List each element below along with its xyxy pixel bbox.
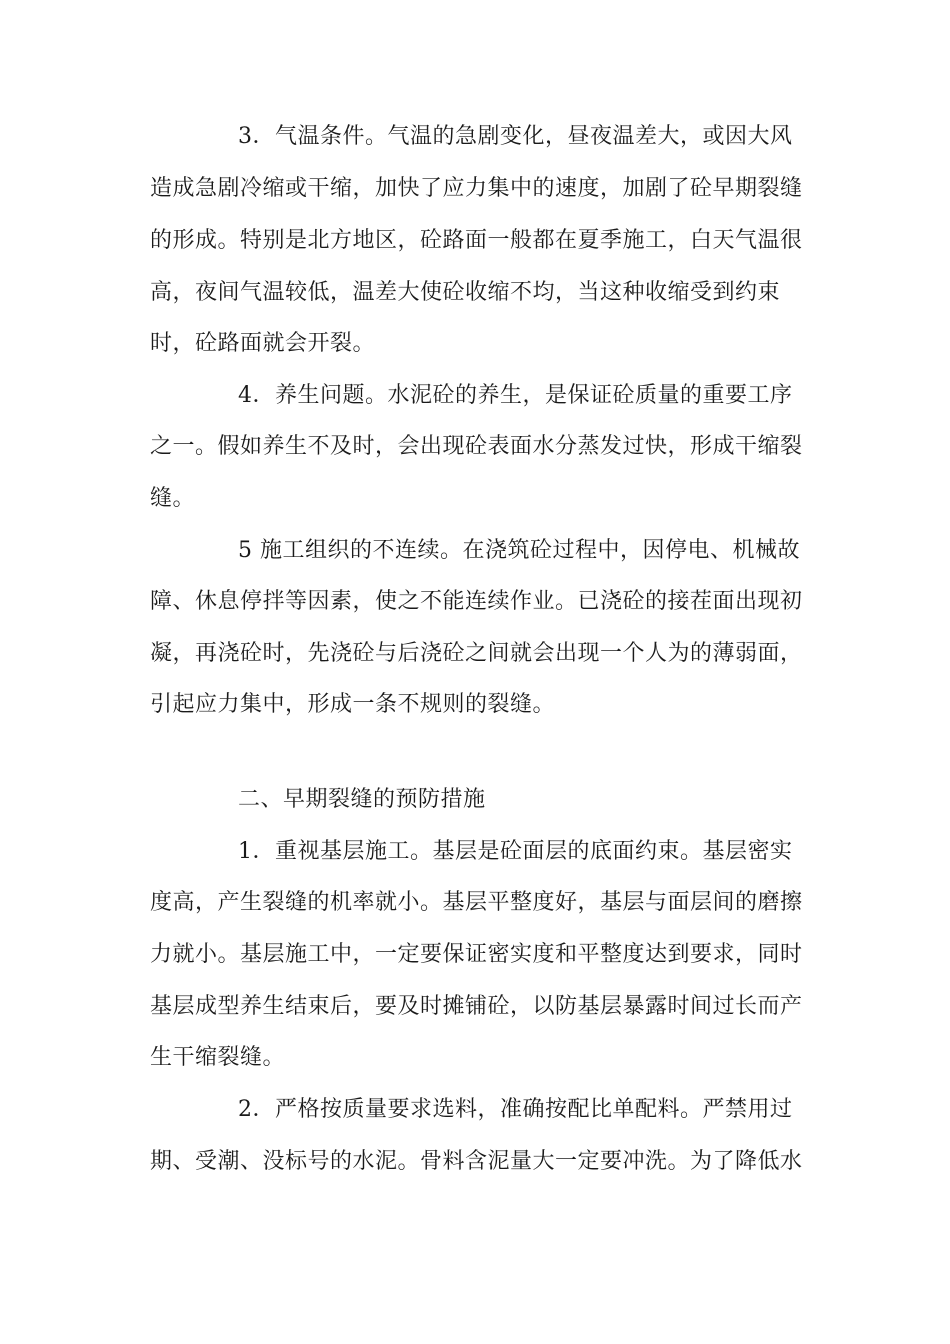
text-line: 生干缩裂缝。: [150, 1045, 286, 1070]
text-line: 之一。假如养生不及时，会出现砼表面水分蒸发过快，形成干缩裂: [150, 434, 803, 459]
text-line: 凝，再浇砼时，先浇砼与后浇砼之间就会出现一个人为的薄弱面，: [150, 641, 803, 666]
text-line: 5 施工组织的不连续。在浇筑砼过程中，因停电、机械故: [238, 538, 800, 563]
text-line: 引起应力集中，形成一条不规则的裂缝。: [150, 692, 556, 717]
text-line: 1．重视基层施工。基层是砼面层的底面约束。基层密实: [238, 839, 793, 864]
section-heading: 二、早期裂缝的预防措施: [238, 787, 486, 812]
text-line: 的形成。特别是北方地区，砼路面一般都在夏季施工，白天气温很: [150, 228, 803, 253]
text-line: 期、受潮、没标号的水泥。骨料含泥量大一定要冲洗。为了降低水: [150, 1149, 803, 1174]
text-line: 力就小。基层施工中，一定要保证密实度和平整度达到要求，同时: [150, 942, 803, 967]
text-line: 基层成型养生结束后，要及时摊铺砼，以防基层暴露时间过长而产: [150, 994, 803, 1019]
text-line: 2．严格按质量要求选料，准确按配比单配料。严禁用过: [238, 1097, 793, 1122]
text-line: 3．气温条件。气温的急剧变化，昼夜温差大，或因大风: [238, 124, 793, 149]
text-line: 时，砼路面就会开裂。: [150, 331, 376, 356]
text-line: 高，夜间气温较低，温差大使砼收缩不均，当这种收缩受到约束: [150, 280, 781, 305]
text-line: 缝。: [150, 486, 196, 511]
text-line: 4．养生问题。水泥砼的养生，是保证砼质量的重要工序: [238, 383, 793, 408]
text-line: 造成急剧冷缩或干缩，加快了应力集中的速度，加剧了砼早期裂缝: [150, 176, 803, 201]
text-line: 障、休息停拌等因素，使之不能连续作业。已浇砼的接茬面出现初: [150, 589, 803, 614]
text-line: 度高，产生裂缝的机率就小。基层平整度好，基层与面层间的磨擦: [150, 890, 803, 915]
